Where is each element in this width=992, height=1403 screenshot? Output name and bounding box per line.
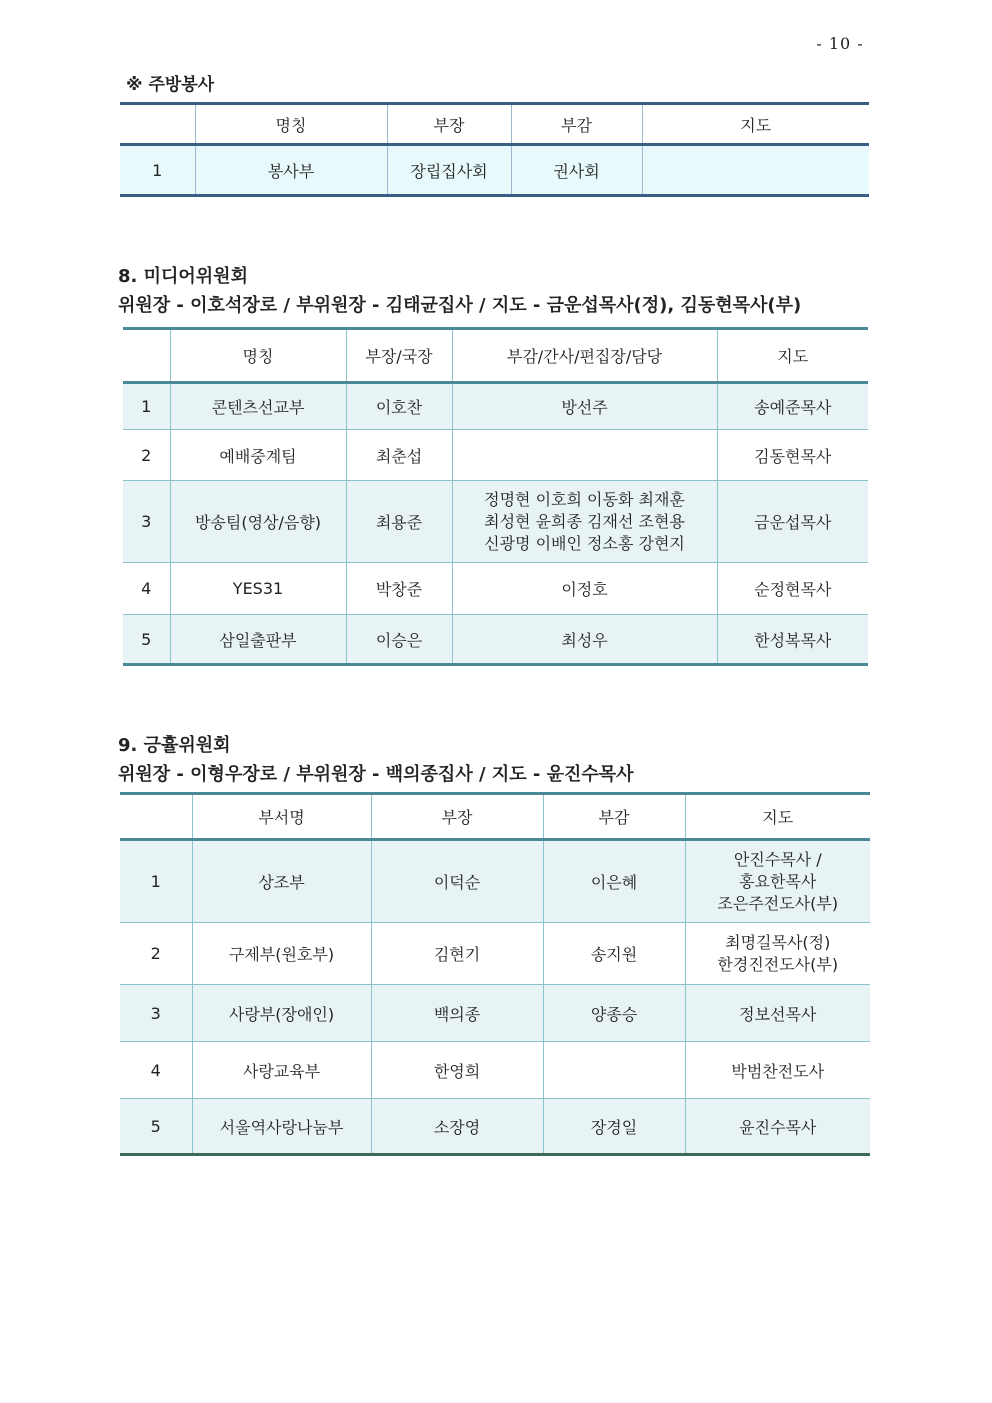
member-line: 신광명 이배인 정소홍 강현지 [484,533,685,553]
header-cell [120,104,195,145]
header-cell: 명칭 [195,104,387,145]
table-cell: 5 [123,615,170,665]
guide-line: 최명길목사(정) [725,932,831,952]
table-cell: 송예준목사 [717,383,868,430]
table-cell: 소장영 [371,1099,543,1155]
table-cell: 4 [120,1042,192,1099]
table-cell: 이승은 [346,615,452,665]
header-cell: 부서명 [192,794,371,840]
table-cell: 김현기 [371,923,543,985]
header-cell: 부장 [387,104,511,145]
media-table [123,327,868,666]
table-cell: 상조부 [192,840,371,923]
table-cell: 양종승 [543,985,685,1042]
table-cell: 이덕순 [371,840,543,923]
table-cell: 1 [123,383,170,430]
header-cell: 지도 [685,794,870,840]
table-cell: 금운섭목사 [717,481,868,563]
header-cell [120,794,192,840]
table-cell [543,1042,685,1099]
table-row [120,985,870,1042]
table-cell: 3 [120,985,192,1042]
header-cell: 지도 [642,104,869,145]
table-cell: 김동현목사 [717,430,868,481]
table-cell: 이호찬 [346,383,452,430]
table-row [123,563,868,615]
table-cell: 이은혜 [543,840,685,923]
table-cell: 콘텐츠선교부 [170,383,346,430]
table-row [123,430,868,481]
table-row [120,840,870,923]
table-header-row [120,104,869,145]
table-cell: 봉사부 [195,145,387,196]
table-cell: 방선주 [452,383,717,430]
table-header-row [123,329,868,383]
table-cell: 박범찬전도사 [685,1042,870,1099]
guide-line: 안진수목사 / [733,849,822,869]
table-cell: 예배중계팀 [170,430,346,481]
table-cell: YES31 [170,563,346,615]
kitchen-section-title: ※ 주방봉사 [126,75,215,95]
header-cell: 부감/간사/편집장/담당 [452,329,717,383]
table-cell: 1 [120,145,195,196]
table-cell: 사랑교육부 [192,1042,371,1099]
table-cell: 장립집사회 [387,145,511,196]
relief-table [120,792,870,1156]
table-cell: 순정현목사 [717,563,868,615]
guides-cell [685,840,870,923]
table-cell [452,430,717,481]
guides-cell [685,923,870,985]
table-cell: 4 [123,563,170,615]
kitchen-table [120,102,869,197]
table-cell: 정보선목사 [685,985,870,1042]
table-header-row [120,794,870,840]
table-row [120,145,869,196]
header-cell [123,329,170,383]
header-cell: 부감 [511,104,642,145]
table-cell: 한성복목사 [717,615,868,665]
member-line: 정명현 이호희 이동화 최재훈 [484,489,685,509]
table-cell: 2 [123,430,170,481]
table-cell: 백의종 [371,985,543,1042]
table-cell: 삼일출판부 [170,615,346,665]
table-cell [642,145,869,196]
table-cell: 최춘섭 [346,430,452,481]
table-row [123,615,868,665]
table-cell: 최성우 [452,615,717,665]
members-cell [452,481,717,563]
table-row [120,1099,870,1155]
member-line: 최성현 윤희종 김재선 조현용 [484,511,685,531]
table-cell: 송지원 [543,923,685,985]
table-cell: 최용준 [346,481,452,563]
relief-section-subtitle: 위원장 - 이형우장로 / 부위원장 - 백의종집사 / 지도 - 윤진수목사 [118,764,634,785]
header-cell: 부감 [543,794,685,840]
table-cell: 사랑부(장애인) [192,985,371,1042]
media-section-title: 8. 미디어위원회 [118,266,248,287]
table-cell: 권사회 [511,145,642,196]
table-cell: 서울역사랑나눔부 [192,1099,371,1155]
table-row [123,383,868,430]
relief-section-title: 9. 긍휼위원회 [118,735,231,756]
table-cell: 1 [120,840,192,923]
table-cell: 구제부(원호부) [192,923,371,985]
guide-line: 홍요한목사 [739,871,817,891]
header-cell: 지도 [717,329,868,383]
table-cell: 장경일 [543,1099,685,1155]
table-cell: 박창준 [346,563,452,615]
page-number: - 10 - [816,34,864,53]
header-cell: 부장/국장 [346,329,452,383]
header-cell: 부장 [371,794,543,840]
guide-line: 한경진전도사(부) [717,954,839,974]
table-cell: 3 [123,481,170,563]
table-row [120,923,870,985]
table-row [120,1042,870,1099]
table-cell: 한영희 [371,1042,543,1099]
table-cell: 2 [120,923,192,985]
table-cell: 윤진수목사 [685,1099,870,1155]
table-row [123,481,868,563]
guide-line: 조은주전도사(부) [717,893,839,913]
table-cell: 이정호 [452,563,717,615]
table-cell: 5 [120,1099,192,1155]
media-section-subtitle: 위원장 - 이호석장로 / 부위원장 - 김태균집사 / 지도 - 금운섭목사(정), 김동현목사(부) [118,295,802,316]
table-cell: 방송팀(영상/음향) [170,481,346,563]
header-cell: 명칭 [170,329,346,383]
